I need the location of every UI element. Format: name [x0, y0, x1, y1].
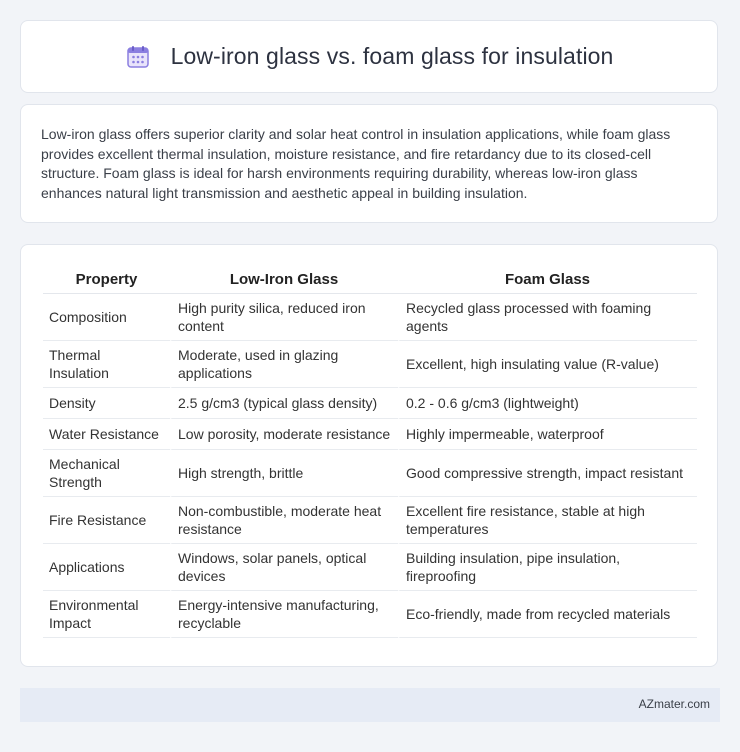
intro-card: [20, 104, 718, 223]
footer-site-link[interactable]: AZmater.com: [638, 697, 710, 711]
calendar-icon: [125, 44, 151, 70]
property-cell: Water Resistance: [43, 419, 170, 450]
foam-glass-cell: Good compressive strength, impact resistant: [398, 450, 697, 497]
table-row: [43, 388, 697, 419]
low-iron-cell: High purity silica, reduced iron content: [170, 294, 398, 341]
table-row: [43, 544, 697, 591]
comparison-table: [43, 263, 697, 638]
property-cell: Density: [43, 388, 170, 419]
foam-glass-cell: 0.2 - 0.6 g/cm3 (lightweight): [398, 388, 697, 419]
table-row: [43, 341, 697, 388]
low-iron-cell: 2.5 g/cm3 (typical glass density): [170, 388, 398, 419]
property-cell: Thermal Insulation: [43, 341, 170, 388]
table-row: [43, 419, 697, 450]
title-card: [20, 20, 718, 93]
low-iron-cell: Windows, solar panels, optical devices: [170, 544, 398, 591]
property-cell: Mechanical Strength: [43, 450, 170, 497]
header-property: Property: [43, 263, 170, 294]
table-row: [43, 294, 697, 341]
low-iron-cell: Low porosity, moderate resistance: [170, 419, 398, 450]
intro-text: Low-iron glass offers superior clarity and solar heat control in insulation applications, while foam glass provides excellent thermal insulation, moisture resistance, and fire retardancy due to its closed-cell structure. Foam glass is ideal for harsh environments requiring durability, whereas low-iron glass enhances natural light transmission and aesthetic appeal in building insulation.: [41, 126, 671, 201]
foam-glass-cell: Excellent, high insulating value (R-value): [398, 341, 697, 388]
foam-glass-cell: Excellent fire resistance, stable at high temperatures: [398, 497, 697, 544]
footer: [20, 688, 720, 722]
table-row: [43, 497, 697, 544]
property-cell: Composition: [43, 294, 170, 341]
foam-glass-cell: Eco-friendly, made from recycled materials: [398, 591, 697, 638]
low-iron-cell: High strength, brittle: [170, 450, 398, 497]
low-iron-cell: Energy-intensive manufacturing, recyclable: [170, 591, 398, 638]
foam-glass-cell: Recycled glass processed with foaming agents: [398, 294, 697, 341]
comparison-card: [20, 244, 718, 667]
header-low-iron-glass: Low-Iron Glass: [170, 263, 398, 294]
property-cell: Environmental Impact: [43, 591, 170, 638]
table-header-row: [43, 263, 697, 294]
low-iron-cell: Non-combustible, moderate heat resistance: [170, 497, 398, 544]
header-foam-glass: Foam Glass: [398, 263, 697, 294]
property-cell: Applications: [43, 544, 170, 591]
low-iron-cell: Moderate, used in glazing applications: [170, 341, 398, 388]
page-title: Low-iron glass vs. foam glass for insulation: [170, 43, 614, 69]
table-row: [43, 450, 697, 497]
foam-glass-cell: Building insulation, pipe insulation, fireproofing: [398, 544, 697, 591]
table-row: [43, 591, 697, 638]
property-cell: Fire Resistance: [43, 497, 170, 544]
foam-glass-cell: Highly impermeable, waterproof: [398, 419, 697, 450]
